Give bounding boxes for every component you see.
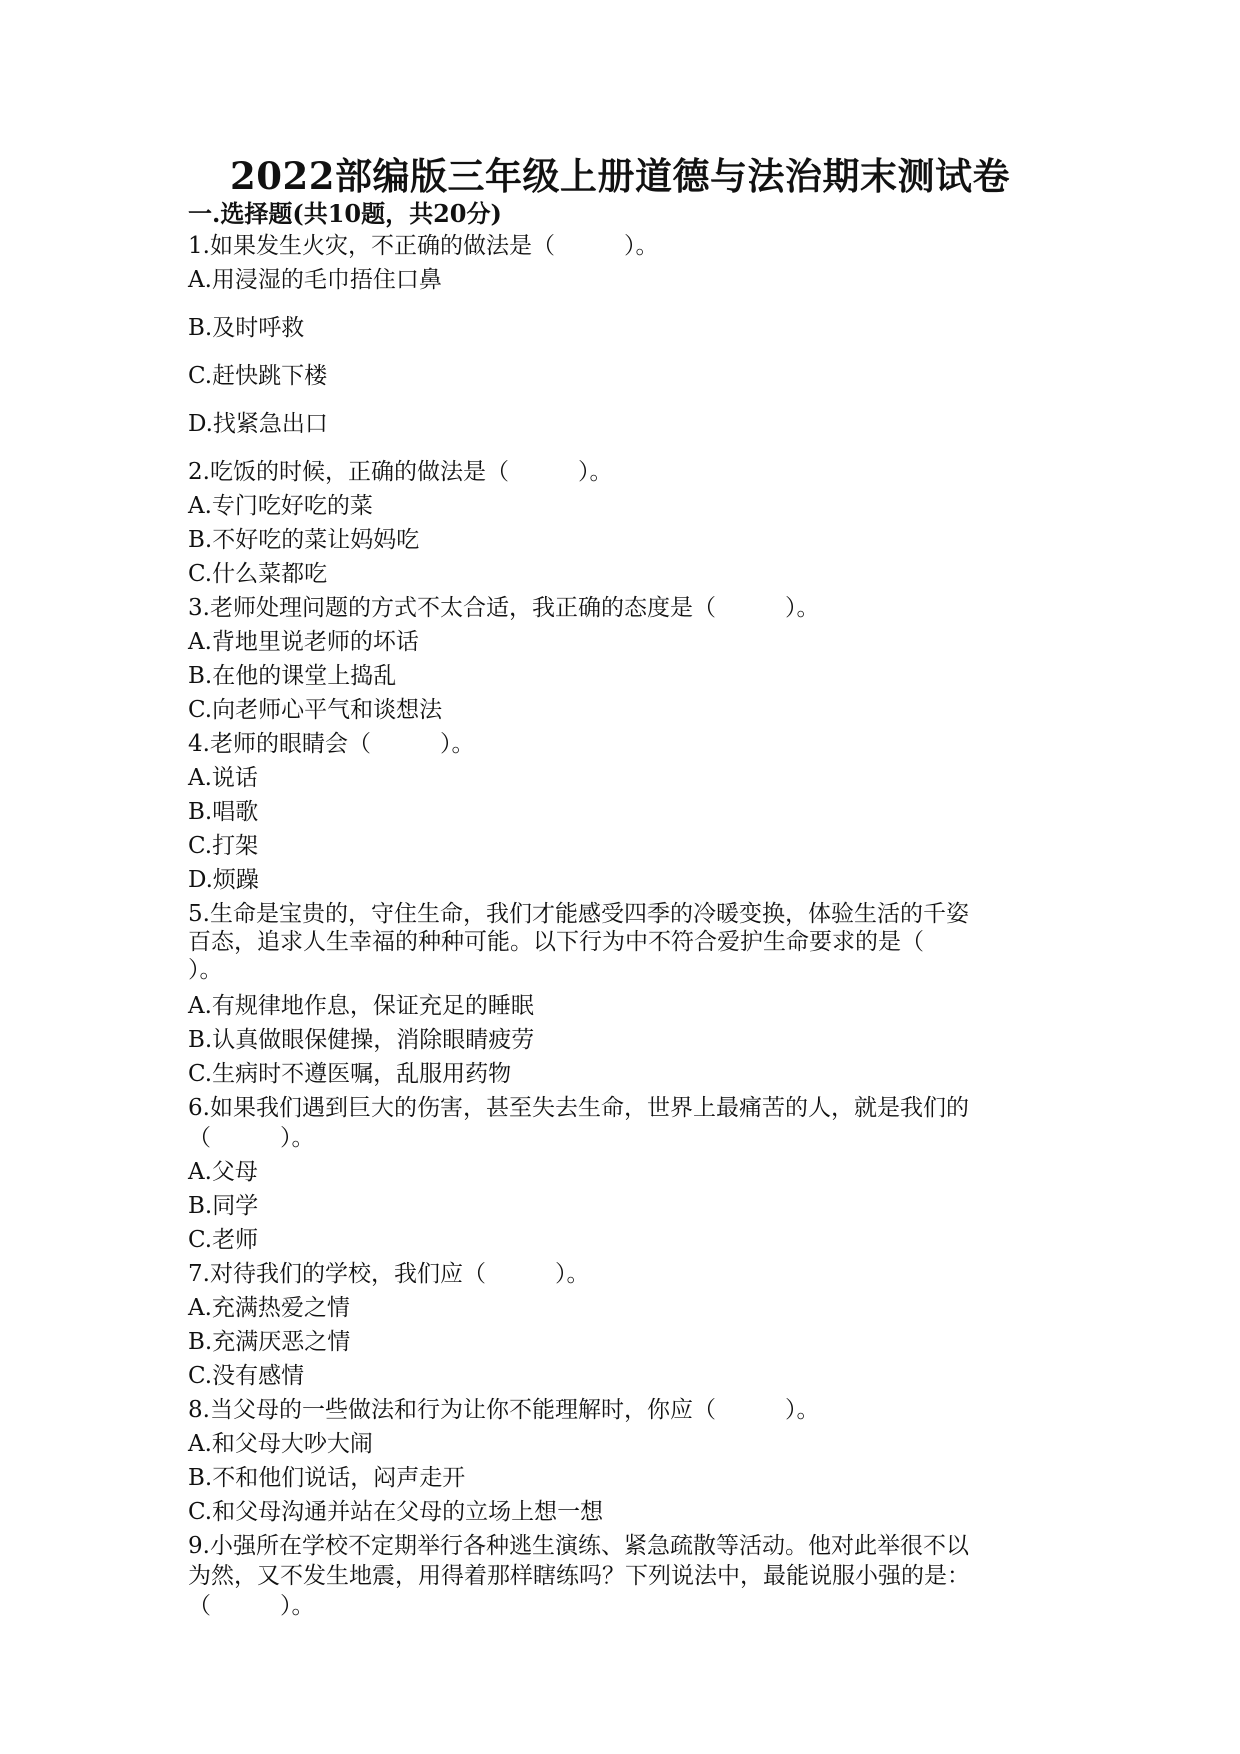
q2-option-b: B.不好吃的菜让妈妈吃: [188, 527, 420, 553]
q5-option-b: B.认真做眼保健操，消除眼睛疲劳: [188, 1027, 535, 1053]
q5-option-c: C.生病时不遵医嘱，乱服用药物: [188, 1061, 512, 1087]
question-9-stem-line-1: 9.小强所在学校不定期举行各种逃生演练、紧急疏散等活动。他对此举很不以: [188, 1533, 969, 1559]
q1-option-d: D.找紧急出口: [188, 411, 328, 437]
q4-option-c: C.打架: [188, 833, 259, 859]
question-8-stem: 8.当父母的一些做法和行为让你不能理解时，你应（ ）。: [188, 1397, 820, 1423]
question-3-stem: 3.老师处理问题的方式不太合适，我正确的态度是（ ）。: [188, 595, 820, 621]
question-6-stem-line-1: 6.如果我们遇到巨大的伤害，甚至失去生命，世界上最痛苦的人，就是我们的: [188, 1095, 969, 1121]
q8-option-a: A.和父母大吵大闹: [188, 1431, 373, 1457]
q2-option-a: A.专门吃好吃的菜: [188, 493, 373, 519]
question-5-stem-line-1: 5.生命是宝贵的，守住生命，我们才能感受四季的冷暖变换，体验生活的千姿: [188, 901, 969, 927]
question-1-stem: 1.如果发生火灾，不正确的做法是（ ）。: [188, 233, 659, 259]
q1-option-c: C.赶快跳下楼: [188, 363, 328, 389]
question-9-stem-line-3: （ ）。: [188, 1593, 315, 1619]
section-heading: 一.选择题(共10题，共20分): [188, 199, 502, 228]
q6-option-c: C.老师: [188, 1227, 259, 1253]
q3-option-c: C.向老师心平气和谈想法: [188, 697, 443, 723]
q4-option-a: A.说话: [188, 765, 258, 791]
q7-option-c: C.没有感情: [188, 1363, 305, 1389]
question-7-stem: 7.对待我们的学校，我们应（ ）。: [188, 1261, 590, 1287]
q4-option-b: B.唱歌: [188, 799, 259, 825]
q1-option-a: A.用浸湿的毛巾捂住口鼻: [188, 267, 442, 293]
q6-option-b: B.同学: [188, 1193, 259, 1219]
q4-option-d: D.烦躁: [188, 867, 259, 893]
q8-option-b: B.不和他们说话，闷声走开: [188, 1465, 466, 1491]
q7-option-b: B.充满厌恶之情: [188, 1329, 351, 1355]
question-2-stem: 2.吃饭的时候，正确的做法是（ ）。: [188, 459, 613, 485]
question-5-stem-line-3: ）。: [188, 957, 223, 983]
q3-option-b: B.在他的课堂上捣乱: [188, 663, 397, 689]
q1-option-b: B.及时呼救: [188, 315, 305, 341]
question-5-stem-line-2: 百态，追求人生幸福的种种可能。以下行为中不符合爱护生命要求的是（: [188, 929, 924, 955]
q2-option-c: C.什么菜都吃: [188, 561, 328, 587]
question-4-stem: 4.老师的眼睛会（ ）。: [188, 731, 475, 757]
question-9-stem-line-2: 为然，又不发生地震，用得着那样瞎练吗？下列说法中，最能说服小强的是：: [188, 1563, 970, 1589]
q7-option-a: A.充满热爱之情: [188, 1295, 350, 1321]
question-6-stem-line-2: （ ）。: [188, 1125, 315, 1151]
q6-option-a: A.父母: [188, 1159, 258, 1185]
q5-option-a: A.有规律地作息，保证充足的睡眠: [188, 993, 534, 1019]
page-title: 2022部编版三年级上册道德与法治期末测试卷: [230, 154, 1010, 198]
q8-option-c: C.和父母沟通并站在父母的立场上想一想: [188, 1499, 604, 1525]
q3-option-a: A.背地里说老师的坏话: [188, 629, 419, 655]
